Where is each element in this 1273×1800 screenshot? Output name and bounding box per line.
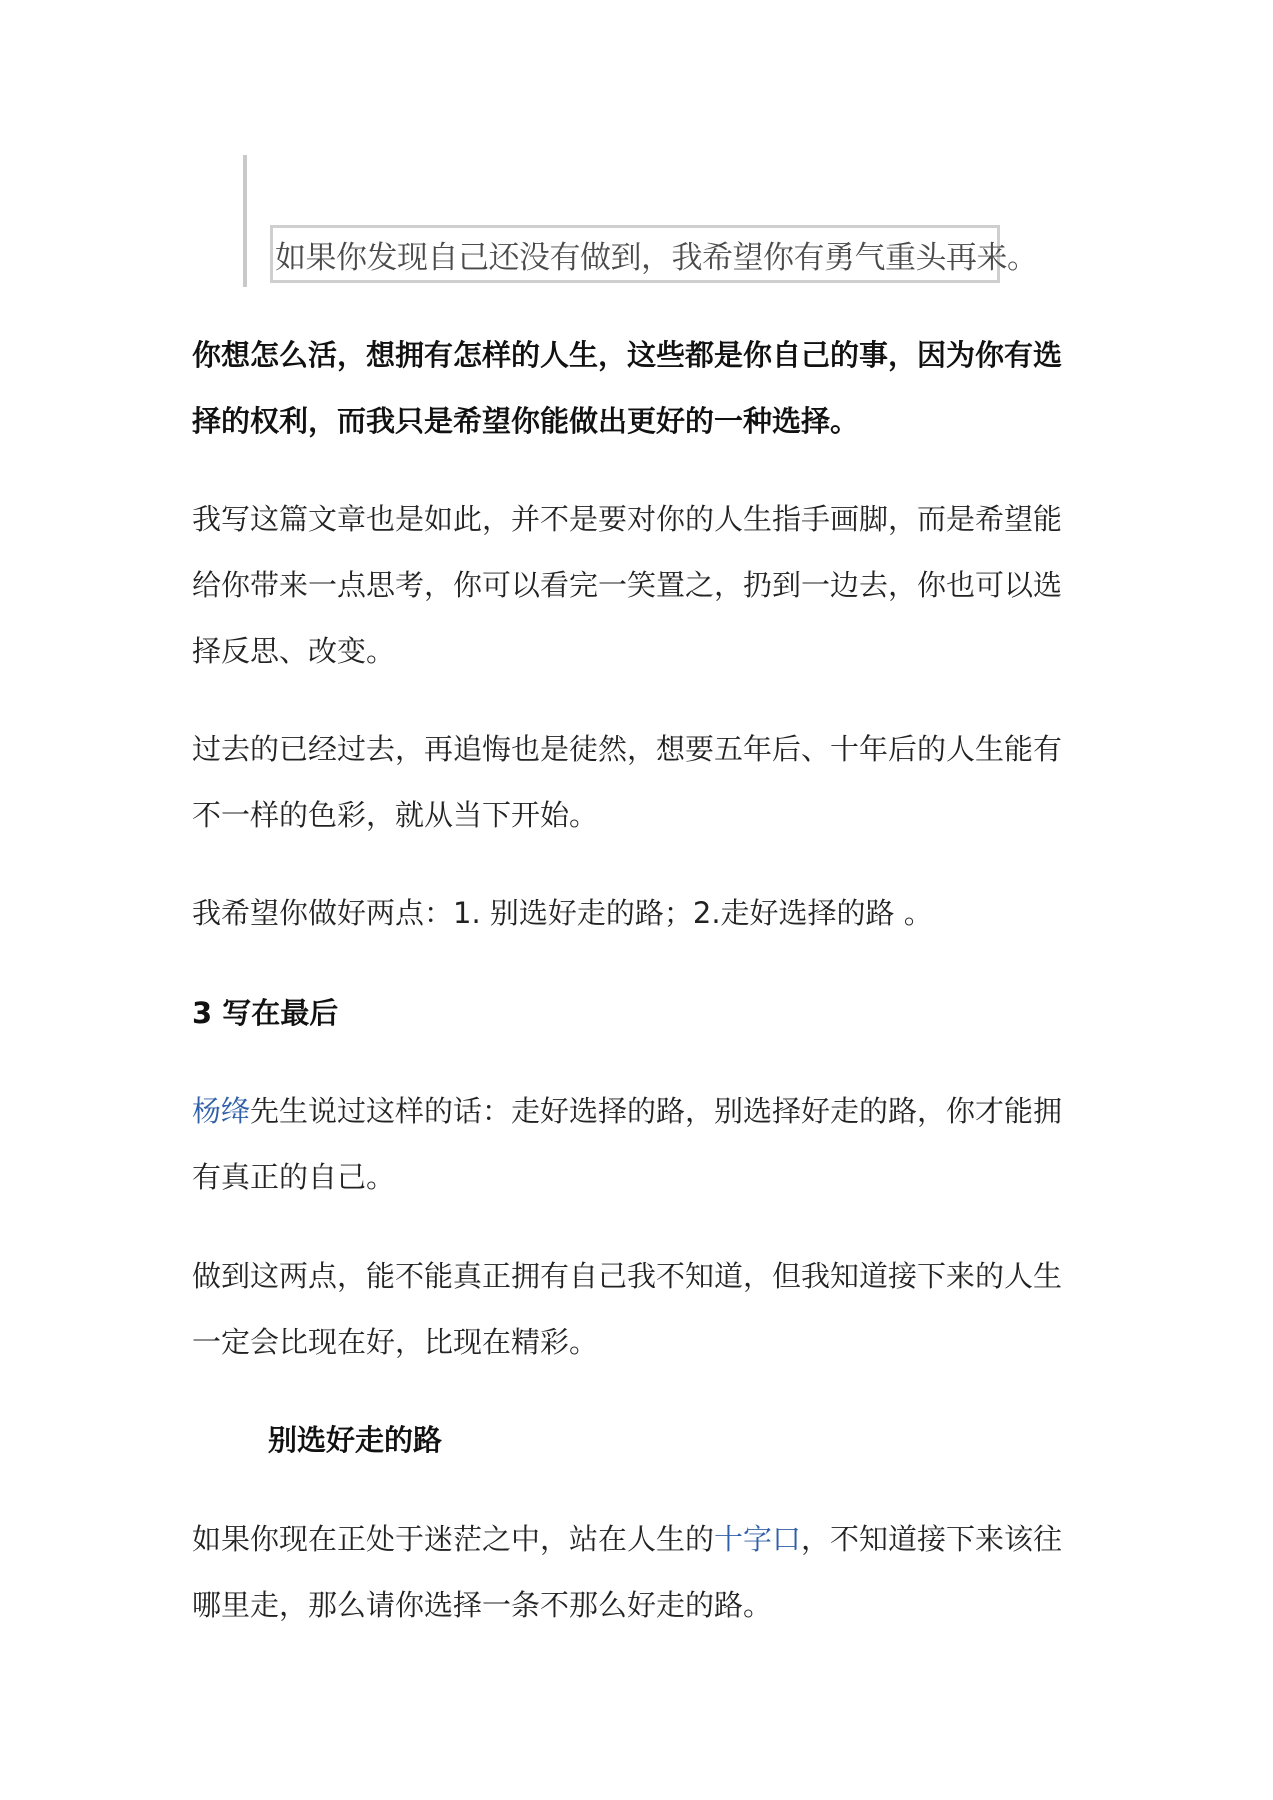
link-crossroads[interactable]: 十字口 — [714, 1522, 802, 1556]
paragraph-two-points: 我希望你做好两点：1. 别选好走的路；2.走好选择的路 。 — [192, 896, 933, 930]
link-yang-jiang[interactable]: 杨绛 — [192, 1094, 251, 1128]
paragraph-crossroads — [192, 1506, 1088, 1638]
sub-heading: 别选好走的路 — [268, 1423, 443, 1457]
paragraph-reflection: 我写这篇文章也是如此，并不是要对你的人生指手画脚，而是希望能 给你带来一点思考，你可以看完一笑置之，扔到一边去，你也可以选 择反思、改变。 — [192, 502, 1063, 668]
bold-paragraph: 你想怎么活，想拥有怎样的人生，这些都是你自己的事，因为你有选 择的权利，而我只是希望你能做出更好的一种选择。 — [192, 338, 1063, 438]
paragraph-quote-yang-jiang — [192, 1078, 1088, 1210]
blockquote-text: 如果你发现自己还没有做到，我希望你有勇气重头再来。 — [270, 225, 1000, 283]
blockquote-bar — [243, 155, 247, 287]
paragraph-crossroads-text-before: 如果你现在正处于迷茫之中，站在人生的 — [192, 1522, 715, 1556]
section-heading: 3 写在最后 — [192, 996, 339, 1030]
paragraph-quote-yang-jiang-text: 先生说过这样的话：走好选择的路，别选择好走的路，你才能拥 有真正的自己。 — [192, 1094, 1063, 1194]
paragraph-conclusion: 做到这两点，能不能真正拥有自己我不知道，但我知道接下来的人生 一定会比现在好，比现在精彩。 — [192, 1259, 1063, 1359]
paragraph-past: 过去的已经过去，再追悔也是徒然，想要五年后、十年后的人生能有 不一样的色彩，就从当下开始。 — [192, 732, 1063, 832]
paragraph-crossroads-text-after: ，不知道接下来该往 哪里走，那么请你选择一条不那么好走的路。 — [192, 1522, 1063, 1622]
